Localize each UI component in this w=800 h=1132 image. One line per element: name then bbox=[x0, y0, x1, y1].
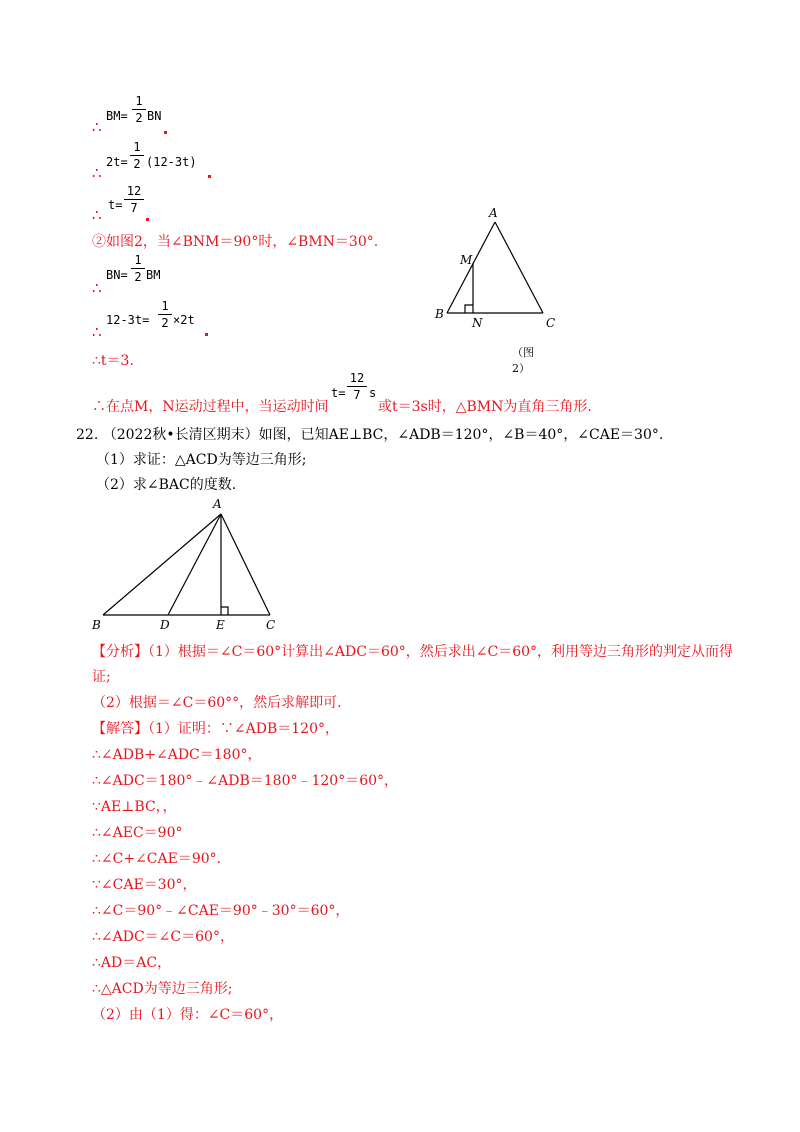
fig2-label-n: N bbox=[472, 316, 483, 330]
eq4-numerator: 1 bbox=[134, 253, 142, 267]
analysis-line-3: （2）根据＝∠C＝60°°，然后求解即可. bbox=[92, 695, 342, 711]
therefore-symbol: ∴ bbox=[92, 164, 102, 182]
fig2-label-b: B bbox=[435, 307, 444, 321]
conclusion-t: t= bbox=[331, 386, 346, 400]
eq4-rhs: BM bbox=[146, 268, 161, 282]
eq3-numerator: 12 bbox=[126, 184, 142, 198]
fig22-label-d: D bbox=[160, 618, 170, 632]
problem-source: （2022秋•长清区期末） bbox=[102, 427, 259, 443]
eq2-rhs: (12-3t) bbox=[146, 155, 197, 169]
eq3-lhs: t= bbox=[108, 198, 123, 212]
case-2-text: ②如图2，当∠BNM＝90°时，∠BMN＝30°. bbox=[92, 234, 379, 250]
solution-line: ∴∠AEC＝90° bbox=[92, 825, 183, 841]
solution-line: ∴∠C+∠CAE＝90°. bbox=[92, 851, 222, 867]
eq1-lhs: BM= bbox=[106, 109, 128, 123]
solution-line: ∴△ACD为等边三角形; bbox=[92, 981, 233, 997]
eq2-lhs: 2t= bbox=[106, 155, 128, 169]
solution-line: ∵∠CAE＝30°， bbox=[92, 877, 197, 893]
solution-line: ∴∠ADC＝∠C＝60°， bbox=[92, 929, 234, 945]
fig2-label-a: A bbox=[489, 206, 498, 220]
fig2-label-c: C bbox=[546, 316, 556, 330]
solution-line: ∴∠ADB+∠ADC＝180°， bbox=[92, 747, 262, 763]
analysis-line-1: 【分析】（1）根据＝∠C＝60°计算出∠ADC＝60°，然后求出∠C＝60°，利用等边三角形的判定从而得 bbox=[92, 644, 734, 660]
therefore-symbol: ∴ bbox=[92, 323, 102, 341]
fig2-caption: （图2） bbox=[512, 346, 534, 375]
eq2-denominator: 2 bbox=[133, 157, 141, 171]
solution-line: 【解答】（1）证明：∵∠ADB＝120°， bbox=[92, 721, 339, 737]
conclusion-text-b: 或t＝3s时，△BMN为直角三角形. bbox=[378, 399, 592, 415]
fig22-label-c: C bbox=[266, 618, 276, 632]
fig22-label-e: E bbox=[216, 618, 225, 632]
solution-line: ∴AD＝AC， bbox=[92, 955, 172, 971]
solution-line: ∴∠C＝90°﹣∠CAE＝90°﹣30°＝60°， bbox=[92, 903, 350, 919]
eq1-numerator: 1 bbox=[135, 94, 143, 108]
problem-statement: 如图，已知AE⊥BC，∠ADB＝120°，∠B＝40°，∠CAE＝30°. bbox=[258, 427, 664, 443]
solution-line: （2）由（1）得：∠C＝60°， bbox=[92, 1007, 284, 1023]
therefore-symbol: ∴ bbox=[92, 118, 102, 136]
solution-line: ∴∠ADC＝180°﹣∠ADB＝180°﹣120°＝60°， bbox=[92, 773, 399, 789]
eq5-numerator: 1 bbox=[161, 299, 169, 313]
conclusion-denominator: 7 bbox=[353, 388, 361, 402]
eq3-denominator: 7 bbox=[130, 201, 138, 215]
eq4-denominator: 2 bbox=[134, 270, 142, 284]
fig22-label-b: B bbox=[92, 618, 101, 632]
therefore-symbol: ∴ bbox=[92, 206, 102, 224]
therefore-symbol: ∴ bbox=[92, 279, 102, 297]
question-2: （2）求∠BAC的度数. bbox=[96, 477, 237, 493]
eq5-denominator: 2 bbox=[161, 316, 169, 330]
eq5-rhs: ×2t bbox=[173, 313, 195, 327]
fig22-label-a: A bbox=[213, 497, 222, 511]
question-1: （1）求证：△ACD为等边三角形; bbox=[96, 452, 307, 468]
t-equals-3: ∴t＝3. bbox=[92, 353, 134, 369]
eq1-rhs: BN bbox=[147, 109, 162, 123]
eq1-denominator: 2 bbox=[135, 111, 143, 125]
conclusion-text-a: ∴在点M，N运动过程中，当运动时间 bbox=[92, 399, 329, 415]
problem-number: 22. bbox=[76, 427, 99, 443]
eq5-lhs: 12-3t= bbox=[106, 313, 150, 327]
eq4-lhs: BN= bbox=[106, 268, 128, 282]
analysis-line-2: 证; bbox=[92, 669, 111, 685]
fig2-label-m: M bbox=[460, 253, 473, 267]
conclusion-numerator: 12 bbox=[349, 371, 365, 385]
solution-line: ∵AE⊥BC，， bbox=[92, 799, 177, 815]
eq2-numerator: 1 bbox=[133, 140, 141, 154]
conclusion-s: s bbox=[369, 386, 377, 400]
